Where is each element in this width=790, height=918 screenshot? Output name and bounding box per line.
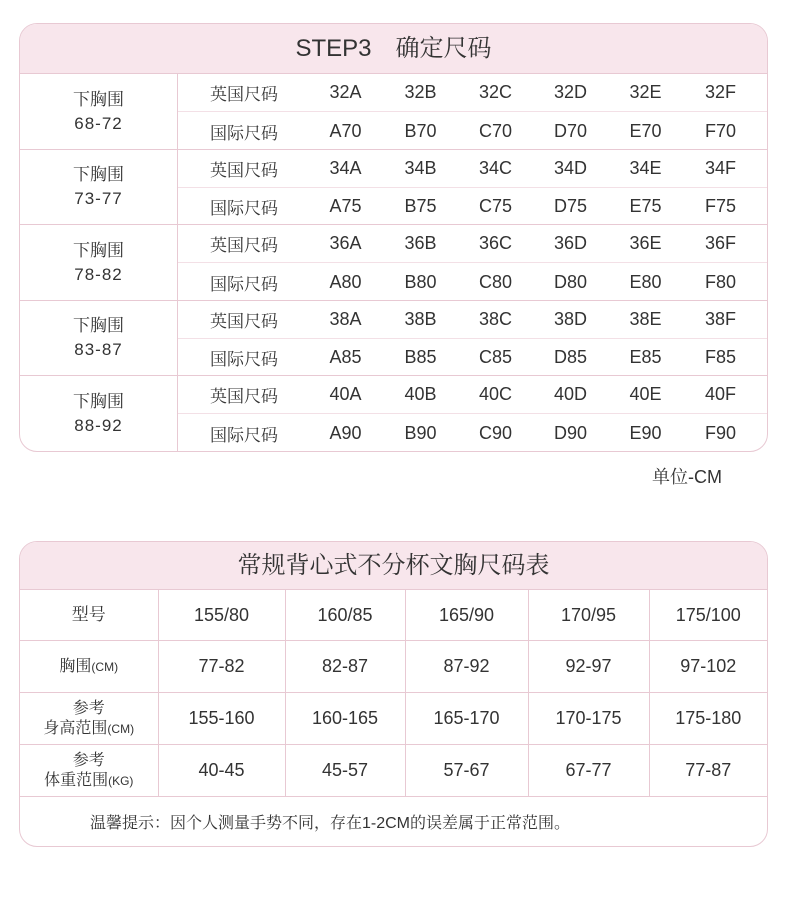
underbust-range: 88-92 [74,415,123,435]
measurement-value: 77-82 [158,641,285,693]
measurement-value: 87-92 [405,641,528,693]
underbust-range: 83-87 [74,340,123,359]
measurement-name: 身高范围 [43,719,108,737]
size-cell: 40C [478,384,513,404]
measurement-name: 体重范围 [44,771,109,789]
size-system-label: 英国尺码 [210,85,278,104]
size-chart-title: 常规背心式不分杯文胸尺码表 [20,542,767,590]
size-cell: E70 [629,120,662,141]
measurement-label-cell [20,745,158,797]
size-cell: 36E [629,233,662,253]
size-cell: C85 [478,347,513,367]
intl-size-row [178,187,767,226]
size-cell: C75 [478,196,513,216]
size-cell: 32D [553,82,588,102]
uk-size-row [178,301,767,338]
measurement-unit: (CM) [107,721,135,736]
underbust-label: 下胸围 [73,240,124,260]
size-cell: D75 [553,196,588,216]
size-cell: 32A [329,82,362,102]
size-cell: 38E [629,308,662,329]
size-cell: 36D [553,233,588,253]
measurement-unit: (CM) [91,659,119,674]
intl-size-row [178,338,767,377]
size-cell: 32C [478,82,513,102]
size-cell: 34A [329,157,362,178]
size-cell: E85 [629,347,662,367]
measurement-value: 165-170 [405,693,528,745]
size-conversion-card [19,23,768,452]
size-system-label: 国际尺码 [210,350,278,369]
size-cell: F70 [704,120,737,141]
size-cell: 40F [704,384,737,404]
size-cell: D85 [553,347,588,367]
unit-note: 单位-CM [652,467,722,487]
measurement-value: 155-160 [158,693,285,745]
measurement-unit: (KG) [108,773,134,788]
size-system-label: 英国尺码 [210,236,278,255]
size-cell: B85 [404,347,437,367]
underbust-label: 下胸围 [73,391,124,411]
size-group [20,74,767,149]
size-cell: 36A [329,233,362,253]
uk-size-row [178,225,767,262]
measurement-row [20,693,767,745]
size-cell: 36F [704,233,737,253]
size-cell: B90 [404,422,437,443]
underbust-range: 68-72 [74,113,123,133]
underbust-label: 下胸围 [73,165,124,184]
model-label: 型号 [20,590,158,641]
intl-size-row [178,111,767,150]
measurement-prefix: 参考 [72,751,105,769]
measurement-value: 57-67 [405,745,528,797]
size-cell: 40A [329,384,362,404]
size-cell: A75 [329,196,362,216]
size-system-label: 国际尺码 [210,123,278,143]
size-cell: D80 [553,271,588,292]
size-cell: B80 [404,271,437,292]
size-cell: 34F [704,157,737,178]
intl-size-row [178,262,767,301]
underbust-range: 78-82 [74,264,123,284]
size-cell: 34E [629,157,662,178]
measurement-row [20,641,767,693]
size-cell: F75 [704,196,737,216]
size-cell: B75 [404,196,437,216]
underbust-range-cell [20,74,178,149]
size-system-label: 英国尺码 [210,160,278,180]
size-system-label: 英国尺码 [210,387,278,406]
measurement-value: 97-102 [649,641,767,693]
size-system-label: 国际尺码 [210,274,278,294]
step-title: STEP3 确定尺码 [20,24,767,74]
size-cell: 32B [404,82,437,102]
size-cell: 34D [553,157,588,178]
measurement-value: 77-87 [649,745,767,797]
model-cell: 165/90 [405,590,528,641]
model-cell: 170/95 [528,590,649,641]
size-cell: 32F [704,82,737,102]
measurement-value: 40-45 [158,745,285,797]
size-cell: A90 [329,422,362,443]
measurement-value: 45-57 [285,745,405,797]
underbust-range: 73-77 [74,189,123,208]
measurement-value: 67-77 [528,745,649,797]
size-cell: B70 [404,120,437,141]
size-cell: 32E [629,82,662,102]
size-cell: A70 [329,120,362,141]
uk-size-row [178,74,767,111]
uk-size-row [178,150,767,187]
size-cell: C90 [478,422,513,443]
size-cell: 38D [553,308,588,329]
size-group [20,225,767,300]
size-cell: 40D [553,384,588,404]
uk-size-row [178,376,767,413]
size-chart-table [20,590,767,797]
size-cell: C70 [478,120,513,141]
measurement-label-cell [20,641,158,693]
size-cell: D70 [553,120,588,141]
model-cell: 155/80 [158,590,285,641]
size-cell: 38F [704,308,737,329]
size-cell: 40B [404,384,437,404]
measurement-value: 175-180 [649,693,767,745]
size-cell: 38C [478,308,513,329]
measurement-prefix: 参考 [72,699,105,717]
size-cell: 34B [404,157,437,178]
size-cell: 34C [478,157,513,178]
size-chart-card [19,541,768,847]
size-cell: C80 [478,271,513,292]
size-cell: 40E [629,384,662,404]
size-cell: A80 [329,271,362,292]
model-cell: 175/100 [649,590,767,641]
size-cell: E75 [629,196,662,216]
measurement-name: 胸围 [59,657,92,675]
size-group [20,376,767,451]
measurement-value: 82-87 [285,641,405,693]
tip-text: 温馨提示：因个人测量手势不同，存在1-2CM的误差属于正常范围。 [90,815,571,832]
size-cell: A85 [329,347,362,367]
underbust-label: 下胸围 [73,316,124,335]
size-cell: D90 [553,422,588,443]
size-group [20,301,767,376]
measurement-value: 170-175 [528,693,649,745]
size-cell: E90 [629,422,662,443]
size-cell: 36C [478,233,513,253]
model-row [20,590,767,641]
size-cell: 38B [404,308,437,329]
intl-size-row [178,413,767,452]
underbust-range-cell [20,150,178,225]
size-cell: F80 [704,271,737,292]
size-cell: 36B [404,233,437,253]
size-group [20,150,767,225]
model-cell: 160/85 [285,590,405,641]
underbust-range-cell [20,225,178,300]
size-system-label: 国际尺码 [210,425,278,445]
measurement-row [20,745,767,797]
size-system-label: 英国尺码 [210,311,278,331]
size-cell: F90 [704,422,737,443]
underbust-range-cell [20,301,178,376]
size-cell: F85 [704,347,737,367]
size-system-label: 国际尺码 [210,199,278,218]
size-cell: 38A [329,308,362,329]
measurement-value: 92-97 [528,641,649,693]
measurement-value: 160-165 [285,693,405,745]
underbust-range-cell [20,376,178,451]
size-cell: E80 [629,271,662,292]
underbust-label: 下胸围 [73,89,124,109]
measurement-label-cell [20,693,158,745]
